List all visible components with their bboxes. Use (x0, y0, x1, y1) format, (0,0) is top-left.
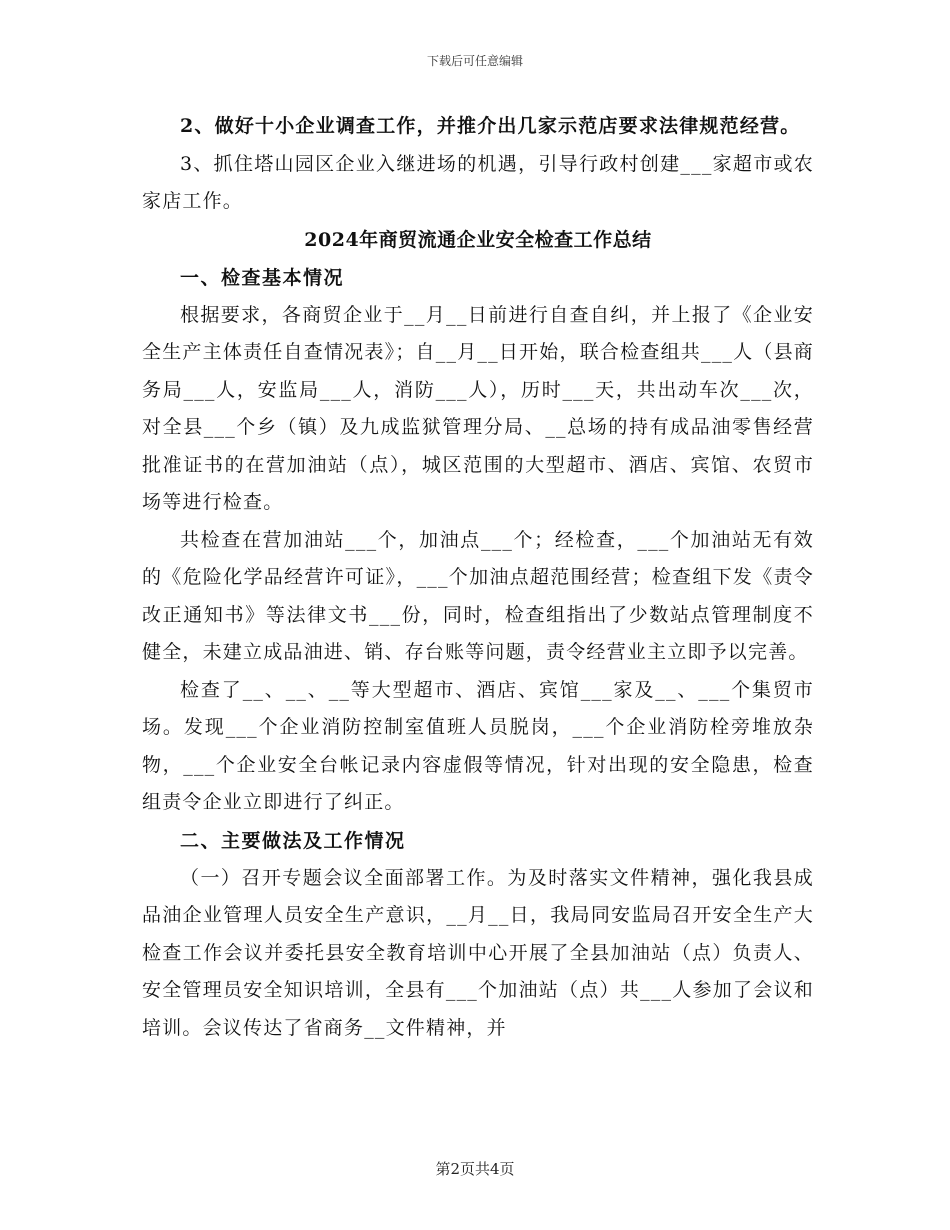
paragraph: 共检查在营加油站___个，加油点___个；经检查，___个加油站无有效的《危险化学品经营许可证》，___个加油点超范围经营；检查组下发《责令改正通知书》等法律文书___份，同时，检查组指出了少数站点管理制度不健全，未建立成品油进、销、存台账等问题，责令经营业主立即予以完善。 (142, 528, 814, 663)
document-title: 2024年商贸流通企业安全检查工作总结 (304, 228, 652, 251)
document-body (142, 108, 814, 1047)
page-number: 第2页共4页 (435, 1160, 515, 1178)
paragraph: （一）召开专题会议全面部署工作。为及时落实文件精神，强化我县成品油企业管理人员安全生产意识，__月__日，我局同安监局召开安全生产大检查工作会议并委托县安全教育培训中心开展了全县加油站（点）负责人、安全管理员安全知识培训，全县有___个加油站（点）共___人参加了会议和培训。会议传达了省商务__文件精神，并 (142, 866, 814, 1039)
section-heading-2: 二、主要做法及工作情况 (180, 829, 406, 852)
page-header-note: 下载后可任意编辑 (426, 54, 523, 68)
section-heading-1: 一、检查基本情况 (180, 266, 345, 289)
paragraph-item-2: 2、做好十小企业调查工作，并推介出几家示范店要求法律规范经营。 (180, 115, 801, 137)
paragraph: 检查了__、__、__等大型超市、酒店、宾馆___家及__、___个集贸市场。发现___个企业消防控制室值班人员脱岗，___个企业消防栓旁堆放杂物，___个企业安全台帐记录内容虚假等情况，针对出现的安全隐患，检查组责令企业立即进行了纠正。 (142, 678, 814, 813)
paragraph: 根据要求，各商贸企业于__月__日前进行自查自纠，并上报了《企业安全生产主体责任自查情况表》；自__月__日开始，联合检查组共___人（县商务局___人，安监局___人，消防___人），历时___天，共出动车次___次，对全县___个乡（镇）及九成监狱管理分局、__总场的持有成品油零售经营批准证书的在营加油站（点），城区范围的大型超市、酒店、宾馆、农贸市场等进行检查。 (142, 303, 814, 513)
paragraph-item-3: 3、抓住塔山园区企业入继进场的机遇，引导行政村创建___家超市或农家店工作。 (142, 152, 814, 212)
